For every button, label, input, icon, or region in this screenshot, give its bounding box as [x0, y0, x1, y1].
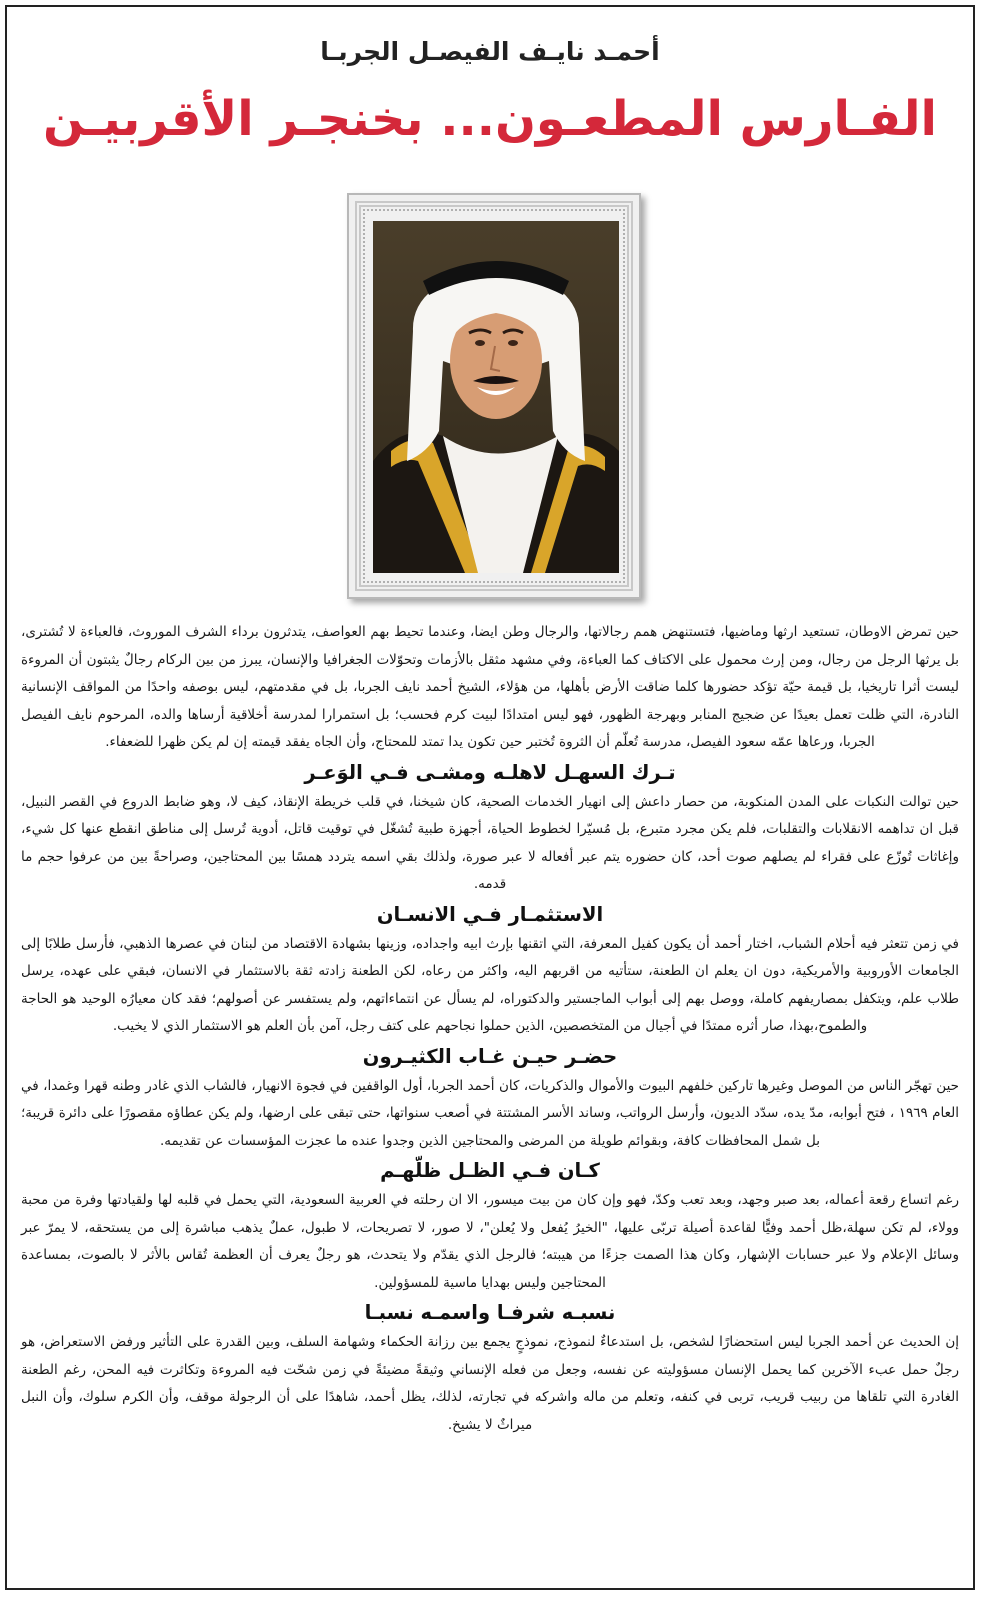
main-headline: الفـارس المطعـون... بخنجـر الأقربيـن	[43, 91, 937, 147]
article-paragraph-intro: حين تمرض الاوطان، تستعيد ارثها وماضيها، فتستنهض همم رجالاتها، والرجال وطن ايضا، وعندما تحيط بهم العواصف، يتدثرون برداء الشرف الموروث، فالعباءة لا تُشترى، بل يرثها الرجل من رجال، ومن إرث محمول على الاكتاف كما العباءة، وفي مشهد مثقل بالأزمات وتحوّلات الجغرافيا والإنسان، يبرز من بين الركام رجالٌ يثبتون أن المروءة ليست أثرا تاريخيا، بل قيمة حيّة تؤكد حضورها كلما ضاقت الأرض بأهلها، من هؤلاء، الشيخ أحمد نايف الجربا، بل في مقدمتهم، ليس بوصفه واحدًا من المواقف الإنسانية النادرة، التي ظلت تعمل بعيدًا عن ضجيج المنابر وبهرجة الظهور، فهو ليس امتدادًا لبيت كرم فحسب؛ بل استمرارا لمدرسة أخلاقية أرساها والده، المرحوم نايف الفيصل الجربا، ورعاها عمّه سعود الفيصل، مدرسة تُعلّم أن الثروة تُختبر حين تكون يدا تمتد للمحتاج، وأن الجاه يفقد قيمته إن لم يكن ظهرا للضعفاء.	[21, 624, 959, 750]
section-heading-4: كـان فـي الظـل ظلّهـم	[380, 1159, 600, 1182]
section-heading-5: نسبـه شرفـا واسمـه نسبـا	[364, 1301, 616, 1324]
article-paragraph-3: حين تهجّر الناس من الموصل وغيرها تاركين خلفهم البيوت والأموال والذكريات، كان أحمد الجربا، أول الواقفين في فجوة الانهيار، فالشاب الذي غادر وطنه قهرا وغمدا، في العام ١٩٦٩ ، فتح أبوابه، مدّ يده، سدّد الديون، وأرسل الرواتب، وساند الأسر المشتتة في أصعب سنواتها، حتى تبقى على ارضها، ولم يكن عطاؤه مقصورًا على دائرة قريبة؛ بل شمل المحافظات كافة، وبقوائم طويلة من المرضى والمحتاجين الذين وجدوا عنده ما عجزت المؤسسات عن تقديمه.	[21, 1077, 959, 1149]
article-paragraph-1: حين توالت النكبات على المدن المنكوبة، من حصار داعش إلى انهيار الخدمات الصحية، كان شيخنا، في قلب خريطة الإنقاذ، كيف لا، وهو ضابط الدروع في القصر النبيل، قبل ان تداهمه الانقلابات والتقلبات، فلم يكن مجرد متبرع، بل مُسيّرا لخطوط الحياة، أجهزة طبية تُشغّل في توقيت قاتل، أدوية تُرسل إلى مناطق انقطع عنها كل شيء، وإغاثات تُوزّع على فقراء لم يصلهم صوت أحد، كان حضوره يتم عبر أفعاله لا عبر صورة، ولذلك بقي اسمه يتردد همسًا بين المحتاجين، وصراحةً بين من عرفوا حجم ما قدمه.	[21, 793, 959, 892]
article-paragraph-2: في زمن تتعثر فيه أحلام الشباب، اختار أحمد أن يكون كفيل المعرفة، التي اتقنها بإرث ابيه واجداده، وزينها بشهادة الاقتصاد من لبنان في عصرها الذهبي، فأرسل طلابًا إلى الجامعات الأوروبية والأمريكية، دون ان يعلم ان الطعنة، ستأتيه من اقربهم اليه، واكثر من رعاه، لكن الطعنة زادته ثقة بالاستثمار في الانسان، فبقي على عهده، يرسل طلاب علم، ويتكفل بمصاريفهم كاملة، ووصل بهم إلى أبواب الماجستير والدكتوراه، لم يسأل عن انتماءاتهم، ولم يستفسر عن أصولهم؛ فقد كان معيارُه الوحيد هو الحاجة والطموح،بهذا، صار أثره ممتدًا في أجيال من المتخصصين، الذين حملوا نجاحهم على كتف رجل، آمن بأن العلم هو الاستثمار الذي لا يخيب.	[21, 935, 959, 1034]
article-body	[21, 619, 959, 1439]
article-paragraph-4: رغم اتساع رقعة أعماله، بعد صبر وجهد، وبعد تعب وكدّ، فهو وإن كان من بيت ميسور، الا ان رحلته في العربية السعودية، التي يحمل في قلبه لها ولقيادتها وفرة من محبة وولاء، لم تكن سهلة،ظل أحمد وفيًّا لقاعدة أصيلة تربّى عليها، "الخيرُ يُفعل ولا يُعلن"، لا صور، لا تصريحات، لا طبول، عملٌ يذهب مباشرة إلى من يستحقه، لا يمرّ عبر وسائل الإعلام ولا عبر حسابات الإشهار، وكان هذا الصمت جزءًا من هيبته؛ فالرجل الذي يقدّم ولا يتحدث، هو رجلٌ يعرف أن العظمة تُقاس بالأثر لا بالصوت، بمساعدة المحتاجين وليس بهدايا ماسية للمسؤولين.	[21, 1192, 959, 1291]
person-name-title: أحمـد نايـف الفيصـل الجربـا	[320, 37, 660, 66]
portrait-frame	[347, 193, 641, 599]
newspaper-page	[5, 5, 975, 1590]
section-heading-2: الاستثمـار فـي الانسـان	[376, 902, 604, 926]
portrait-illustration	[373, 221, 619, 573]
portrait-photo	[373, 221, 619, 573]
article-paragraph-5: إن الحديث عن أحمد الجربا ليس استحضارًا لشخص، بل استدعاءٌ لنموذج، نموذجٍ يجمع بين رزانة الحكماء وشهامة السلف، وبين القدرة على التأثير ورفض الاستعراض، هو رجلٌ حمل عبء الآخرين كما يحمل الإنسان مسؤوليته عن نفسه، وجعل من فعله الإنساني وثيقةً مضيئةً في زمن شحّت فيه المروءة وتكاثرت فيه المحن، رغم الطعنة الغادرة التي تلقاها من ربيب قريب، تربى في كنفه، وتعلم من ماله واشركه في تجارته، لذلك، يظل أحمد، شاهدًا على أن الرجولة موقف، وأن الكرم سلوك، وأن النبل ميراثٌ لا يشيخ.	[21, 1334, 959, 1433]
section-heading-1: تـرك السهـل لاهلـه ومشـى فـي الوَعـر	[304, 760, 676, 784]
section-heading-3: حضـر حيـن غـاب الكثيـرون	[362, 1044, 618, 1068]
